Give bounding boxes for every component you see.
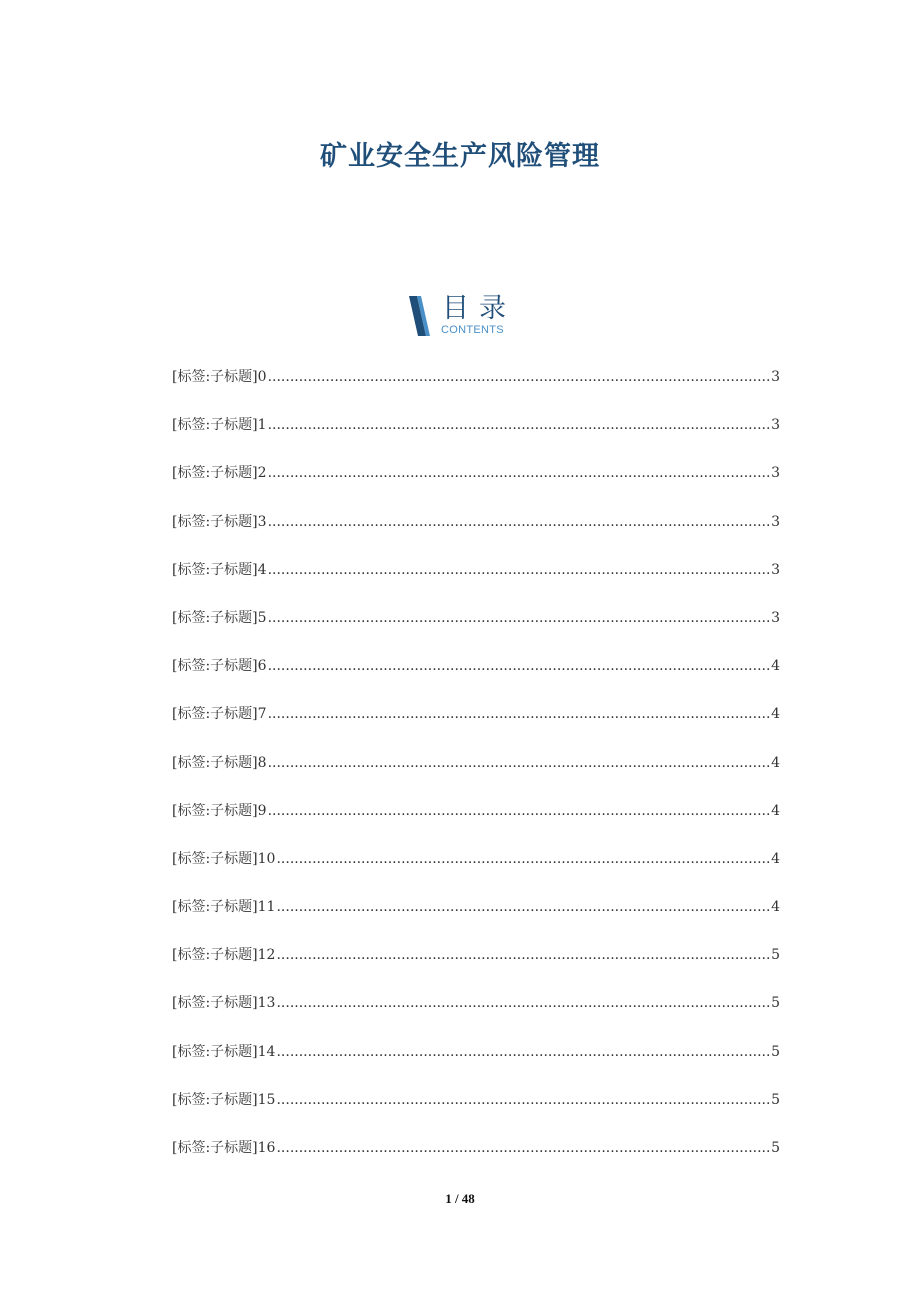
toc-entry[interactable]: [172, 991, 780, 1039]
toc-entry-page: 5: [771, 1043, 780, 1060]
toc-entry[interactable]: [172, 1088, 780, 1136]
toc-entry-page: 5: [771, 1140, 780, 1156]
toc-entry[interactable]: [172, 1136, 780, 1184]
toc-leader-dots: [268, 606, 771, 630]
toc-entry-label: [标签:子标题]5: [172, 609, 267, 626]
toc-entry-label: [标签:子标题]9: [172, 802, 267, 819]
toc-entry-label: [标签:子标题]14: [172, 1043, 276, 1060]
toc-entry-label: [标签:子标题]2: [172, 465, 267, 482]
toc-header: [406, 294, 526, 340]
toc-entry-label: [标签:子标题]3: [172, 513, 267, 530]
toc-leader-dots: [276, 895, 770, 919]
toc-entry-label: [标签:子标题]7: [172, 706, 267, 723]
toc-entry[interactable]: [172, 1040, 780, 1088]
toc-entry[interactable]: [172, 799, 780, 847]
toc-leader-dots: [276, 1088, 770, 1112]
toc-entry-label: [标签:子标题]11: [172, 899, 276, 916]
toc-leader-dots: [276, 1040, 770, 1064]
toc-leader-dots: [268, 799, 771, 823]
toc-list: [172, 365, 780, 1184]
toc-leader-dots: [268, 751, 771, 775]
toc-leader-dots: [268, 702, 771, 726]
toc-entry[interactable]: [172, 847, 780, 895]
toc-entry[interactable]: [172, 702, 780, 750]
toc-entry-label: [标签:子标题]16: [172, 1140, 276, 1156]
page-number: 1 / 48: [445, 1191, 475, 1206]
toc-leader-dots: [268, 654, 771, 678]
toc-entry[interactable]: [172, 751, 780, 799]
toc-entry-label: [标签:子标题]4: [172, 561, 267, 578]
toc-entry[interactable]: [172, 943, 780, 991]
toc-entry-page: 5: [771, 1091, 780, 1108]
toc-entry-page: 4: [771, 658, 780, 675]
toc-entry-page: 4: [771, 850, 780, 867]
toc-entry-label: [标签:子标题]10: [172, 850, 276, 867]
toc-entry[interactable]: [172, 510, 780, 558]
toc-entry-label: [标签:子标题]0: [172, 369, 267, 385]
toc-leader-dots: [268, 461, 771, 485]
toc-entry-label: [标签:子标题]1: [172, 417, 267, 434]
toc-entry[interactable]: [172, 606, 780, 654]
toc-entry-label: [标签:子标题]6: [172, 658, 267, 675]
toc-entry[interactable]: [172, 413, 780, 461]
toc-leader-dots: [276, 991, 770, 1015]
toc-entry[interactable]: [172, 895, 780, 943]
toc-leader-dots: [268, 558, 771, 582]
toc-entry-page: 3: [771, 369, 780, 385]
toc-leader-dots: [268, 510, 771, 534]
toc-entry-page: 3: [771, 513, 780, 530]
toc-entry-label: [标签:子标题]12: [172, 947, 276, 964]
toc-entry-page: 3: [771, 609, 780, 626]
toc-entry-page: 3: [771, 561, 780, 578]
toc-entry[interactable]: [172, 558, 780, 606]
toc-leader-dots: [276, 847, 770, 871]
toc-entry-page: 4: [771, 899, 780, 916]
toc-subheading: CONTENTS: [441, 324, 504, 336]
toc-entry-page: 3: [771, 417, 780, 434]
toc-leader-dots: [268, 413, 771, 437]
toc-leader-dots: [268, 365, 771, 389]
toc-entry-label: [标签:子标题]15: [172, 1091, 276, 1108]
toc-leader-dots: [276, 1136, 770, 1160]
toc-entry[interactable]: [172, 365, 780, 413]
toc-leader-dots: [276, 943, 770, 967]
toc-entry-label: [标签:子标题]13: [172, 995, 276, 1012]
document-title: 矿业安全生产风险管理: [320, 141, 600, 173]
toc-entry-page: 3: [771, 465, 780, 482]
toc-entry[interactable]: [172, 654, 780, 702]
toc-heading: 目录: [442, 293, 516, 324]
toc-entry[interactable]: [172, 461, 780, 509]
toc-bookmark-icon: [406, 294, 438, 340]
toc-entry-page: 5: [771, 995, 780, 1012]
toc-entry-page: 5: [771, 947, 780, 964]
toc-entry-page: 4: [771, 754, 780, 771]
toc-entry-label: [标签:子标题]8: [172, 754, 267, 771]
toc-entry-page: 4: [771, 802, 780, 819]
toc-entry-page: 4: [771, 706, 780, 723]
